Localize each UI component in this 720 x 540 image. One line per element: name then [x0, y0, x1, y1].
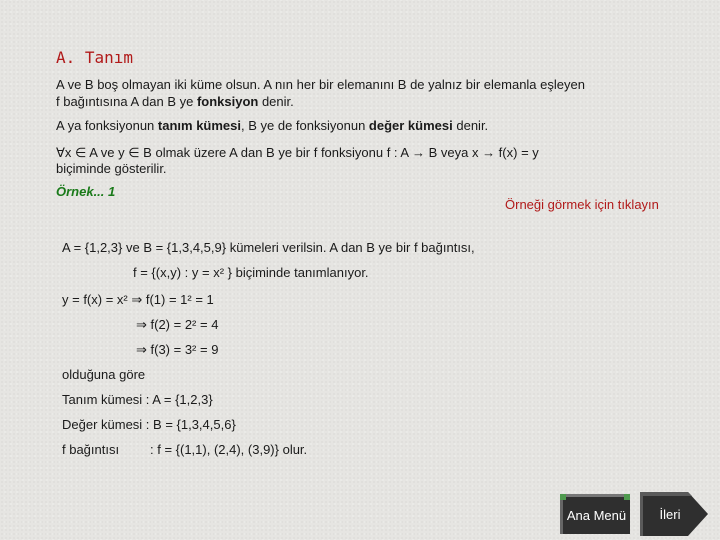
definition-line-2 [56, 93, 294, 110]
text-segment: denir. [258, 94, 294, 109]
page-title: A. Tanım [56, 48, 134, 67]
bold-term-deger-kumesi: değer kümesi [368, 118, 453, 133]
corner-decoration [624, 494, 630, 500]
conclusion-intro: olduğuna göre [62, 367, 146, 382]
notation-line-1: ∀x ∈ A ve y ∈ B olmak üzere A dan B ye bir f fonksiyonu f : A → B veya x → f(x) = y [56, 145, 539, 160]
next-button[interactable] [640, 492, 710, 536]
show-example-link[interactable]: Örneği görmek için tıklayın [505, 197, 659, 212]
calc-line-3: ⇒ f(3) = 3² = 9 [136, 342, 219, 357]
main-menu-button[interactable] [560, 494, 630, 534]
domain-result: Tanım kümesi : A = {1,2,3} [62, 392, 213, 407]
function-result: : f = {(1,1), (2,4), (3,9)} olur. [150, 442, 308, 457]
text-segment: denir. [452, 118, 489, 133]
notation-line-2: biçiminde gösterilir. [56, 161, 167, 176]
domain-range-definition [56, 117, 488, 134]
text-segment: , B ye de fonksiyonun [241, 118, 369, 133]
text-segment: f bağıntısına A dan B ye [56, 94, 197, 109]
definition-line-1: A ve B boş olmayan iki küme olsun. A nın her bir elemanını B de yalnız bir elemanla eşleyen [56, 77, 585, 92]
calc-line-2: ⇒ f(2) = 2² = 4 [136, 317, 219, 332]
main-menu-label: Ana Menü [566, 508, 627, 523]
calc-line-1: y = f(x) = x² ⇒ f(1) = 1² = 1 [62, 292, 214, 307]
example-label: Örnek... 1 [56, 184, 116, 199]
bold-term-fonksiyon: fonksiyon [196, 94, 259, 109]
function-label: f bağıntısı [62, 442, 120, 457]
bold-term-tanim-kumesi: tanım kümesi [157, 118, 241, 133]
relation-definition: f = {(x,y) : y = x² } biçiminde tanımlanıyor. [133, 265, 369, 280]
range-result: Değer kümesi : B = {1,3,4,5,6} [62, 417, 236, 432]
next-label: İleri [659, 506, 681, 522]
text-segment: A ya fonksiyonun [56, 118, 158, 133]
corner-decoration [560, 494, 566, 500]
example-statement: A = {1,2,3} ve B = {1,3,4,5,9} kümeleri verilsin. A dan B ye bir f bağıntısı, [62, 240, 475, 255]
